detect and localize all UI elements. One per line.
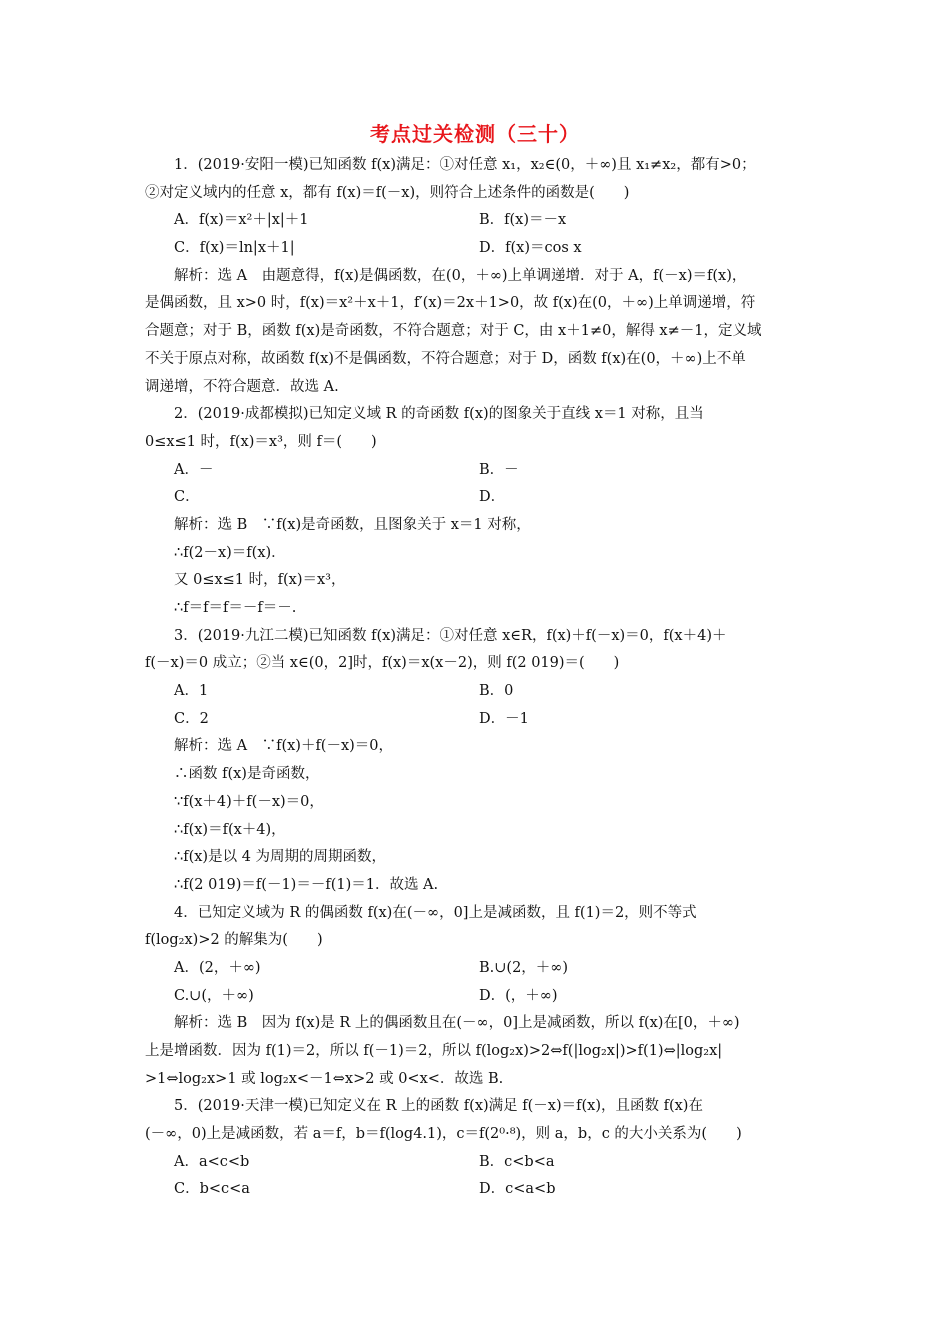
question-stem-line: 2．(2019·成都模拟)已知定义域 R 的奇函数 f(x)的图象关于直线 x＝1 对称，且当	[174, 406, 704, 423]
option-row	[145, 678, 810, 706]
solution-line: ∴f(x)＝f(x＋4)，	[174, 821, 286, 838]
question-stem-line: 3．(2019·九江二模)已知函数 f(x)满足：①对任意 x∈R，f(x)＋f(－x)＝0，f(x＋4)＋	[174, 627, 727, 644]
option-a: A．－	[174, 461, 214, 478]
question-stem-line: ②对定义域内的任意 x，都有 f(x)＝f(－x)，则符合上述条件的函数是( )	[145, 184, 630, 201]
option-a: A．(2，＋∞)	[174, 959, 261, 976]
solution-line: 是偶函数，且 x>0 时，f(x)＝x²＋x＋1，f′(x)＝2x＋1>0，故 f(x)在(0，＋∞)上单调递增，符	[145, 295, 756, 312]
solution-line: 不关于原点对称，故函数 f(x)不是偶函数，不符合题意；对于 D，函数 f(x)在(0，＋∞)上不单	[145, 350, 746, 367]
solution-line: 解析：选 A 由题意得，f(x)是偶函数，在(0，＋∞)上单调递增．对于 A，f(－x)＝f(x)，	[174, 267, 747, 284]
question-2	[145, 401, 810, 623]
option-a: A．1	[174, 683, 209, 700]
question-3	[145, 623, 810, 900]
option-c: C．2	[174, 710, 209, 727]
option-b: B．0	[479, 683, 514, 700]
option-row	[145, 457, 810, 485]
option-row	[145, 706, 810, 734]
question-stem-line: 1．(2019·安阳一模)已知函数 f(x)满足：①对任意 x₁，x₂∈(0，＋∞)且 x₁≠x₂，都有>0；	[174, 157, 756, 173]
question-5	[145, 1093, 810, 1204]
option-row	[145, 207, 810, 235]
solution-line: 调递增，不符合题意．故选 A.	[145, 378, 339, 395]
option-d: D．－1	[479, 710, 529, 727]
option-d: D．f(x)＝cos x	[479, 240, 582, 257]
solution-line: 解析：选 A ∵f(x)＋f(－x)＝0，	[174, 738, 394, 755]
option-d: D．c<a<b	[479, 1181, 556, 1198]
question-stem-line: 5．(2019·天津一模)已知定义在 R 上的函数 f(x)满足 f(－x)＝f(x)，且函数 f(x)在	[174, 1098, 703, 1115]
option-row	[145, 1149, 810, 1177]
option-b: B.∪(2，＋∞)	[479, 959, 569, 976]
question-stem-line: (－∞，0)上是减函数，若 a＝f，b＝f(log4.1)，c＝f(2⁰·⁸)，则 a，b，c 的大小关系为( )	[145, 1126, 742, 1143]
option-row	[145, 235, 810, 263]
option-d: D．(，＋∞)	[479, 987, 558, 1004]
solution-line: ∴f(2－x)＝f(x)．	[174, 544, 286, 561]
solution-line: 解析：选 B 因为 f(x)是 R 上的偶函数且在(－∞，0]上是减函数，所以 f(x)在[0，＋∞)	[174, 1015, 740, 1032]
option-b: B．－	[479, 461, 519, 478]
option-b: B．c<b<a	[479, 1153, 555, 1170]
option-b: B．f(x)＝－x	[479, 212, 567, 229]
solution-line: ∴f＝f＝f＝－f＝－.	[174, 600, 297, 616]
option-a: A．f(x)＝x²＋|x|＋1	[174, 212, 309, 229]
solution-line: 又 0≤x≤1 时，f(x)＝x³，	[174, 572, 346, 589]
option-d: D．	[479, 489, 506, 506]
question-4	[145, 900, 810, 1094]
question-1	[145, 152, 810, 401]
question-stem-line: f(log₂x)>2 的解集为( )	[145, 932, 323, 949]
solution-line: 解析：选 B ∵f(x)是奇函数，且图象关于 x＝1 对称，	[174, 516, 531, 533]
option-c: C．	[174, 489, 200, 506]
question-stem-line: 4．已知定义域为 R 的偶函数 f(x)在(－∞，0]上是减函数，且 f(1)＝2，则不等式	[174, 904, 697, 921]
option-c: C.∪(，＋∞)	[174, 987, 254, 1004]
option-c: C．f(x)＝ln|x＋1|	[174, 240, 295, 257]
option-row	[145, 955, 810, 983]
question-list	[145, 152, 810, 1204]
option-row	[145, 1176, 810, 1204]
solution-line: ∴f(x)是以 4 为周期的周期函数，	[174, 849, 387, 866]
question-stem-line: 0≤x≤1 时，f(x)＝x³，则 f＝( )	[145, 433, 377, 450]
option-row	[145, 983, 810, 1011]
option-c: C．b<c<a	[174, 1181, 250, 1198]
question-stem-line: f(－x)＝0 成立；②当 x∈(0，2]时，f(x)＝x(x－2)，则 f(2 019)＝( )	[145, 655, 620, 672]
option-row	[145, 484, 810, 512]
option-a: A．a<c<b	[174, 1153, 250, 1170]
solution-line: ∴f(2 019)＝f(－1)＝－f(1)＝1．故选 A.	[174, 876, 439, 893]
solution-line: 合题意；对于 B，函数 f(x)是奇函数，不符合题意；对于 C，由 x＋1≠0，解得 x≠－1，定义域	[145, 323, 762, 340]
page-title: 考点过关检测（三十）	[370, 122, 580, 146]
solution-line: ∴函数 f(x)是奇函数，	[174, 766, 320, 783]
solution-line: ∵f(x＋4)＋f(－x)＝0，	[174, 793, 324, 810]
solution-line: 上是增函数．因为 f(1)＝2，所以 f(－1)＝2，所以 f(log₂x)>2⇔f(|log₂x|)>f(1)⇔|log₂x|	[145, 1043, 723, 1059]
solution-line: >1⇔log₂x>1 或 log₂x<－1⇔x>2 或 0<x<．故选 B.	[145, 1070, 504, 1087]
